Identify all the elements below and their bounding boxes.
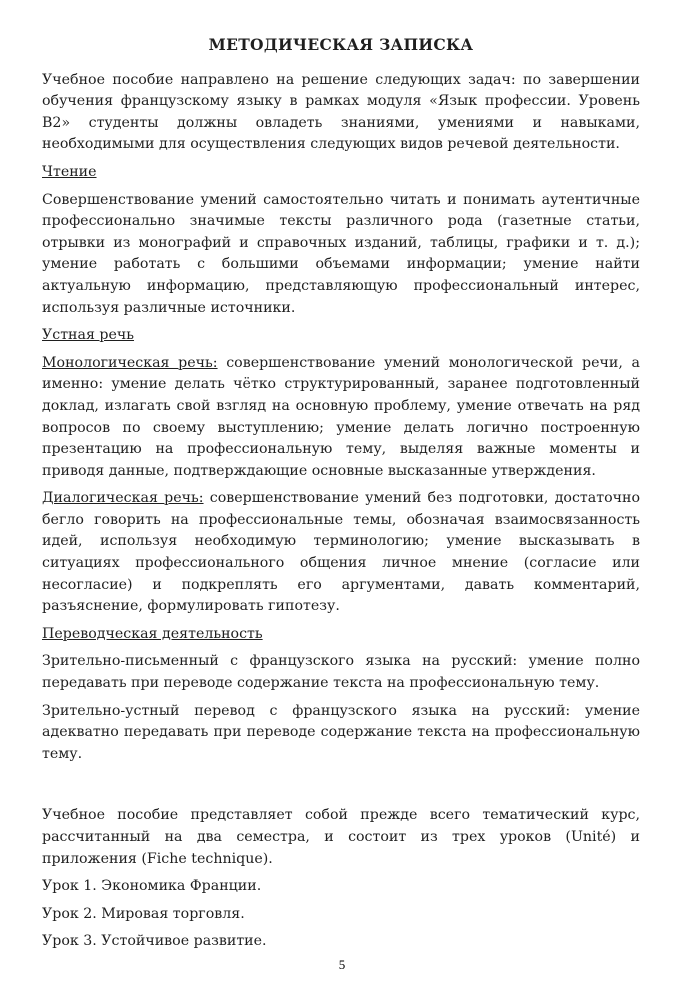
monologue-label: Монологическая речь: (42, 354, 218, 371)
intro-paragraph: Учебное пособие направлено на решение следующих задач: по завершении обучения французскому языку в рамках модуля «Язык профессии. Уровень В2» студенты должны овладеть знаниями, умениями и навыками, необходимыми для осуществления следующих видов речевой деятельности. (42, 71, 640, 153)
lesson-item: Урок 1. Экономика Франции. (42, 878, 262, 895)
dialogue-label: Диалогическая речь: (42, 490, 204, 507)
lesson-item: Урок 3. Устойчивое развитие. (42, 933, 267, 950)
dialogue-paragraph (42, 488, 640, 618)
lesson-item: Урок 2. Мировая торговля. (42, 905, 245, 922)
reading-heading: Чтение (42, 163, 97, 180)
dialogue-text: совершенствование умений без подготовки, достаточно бегло говорить на профессиональные темы, обозначая взаимосвязанность идей, используя необходимую терминологию; умение высказывать в ситуациях профессионального общения личное мнение (согласие или несогласие) и подкреплять его аргументами, давать комментарий, разъяснение, формулировать гипотезу. (42, 490, 640, 615)
speaking-heading: Устная речь (42, 327, 135, 344)
oral-translation-paragraph: Зрительно-устный перевод с французского языка на русский: умение адекватно передавать при переводе содержание текста на профессиональную тему. (42, 702, 640, 762)
written-translation-paragraph: Зрительно-письменный с французского языка на русский: умение полно передавать при переводе содержание текста на профессиональную тему. (42, 653, 640, 692)
section-gap (42, 771, 640, 805)
course-paragraph: Учебное пособие представляет собой прежде всего тематический курс, рассчитанный на два семестра, и состоит из трех уроков (Unité) и приложения (Fiche technique). (42, 807, 640, 867)
monologue-paragraph (42, 353, 640, 483)
page-title: МЕТОДИЧЕСКАЯ ЗАПИСКА (208, 35, 474, 54)
page-number: 5 (338, 957, 346, 972)
translation-heading: Переводческая деятельность (42, 625, 263, 642)
reading-paragraph: Совершенствование умений самостоятельно читать и понимать аутентичные профессионально значимые тексты различного рода (газетные статьи, отрывки из монографий и справочных изданий, таблицы, графики и т. д.); умение работать с большими объемами информации; умение найти актуальную информацию, представляющую профессиональный интерес, используя различные источники. (42, 191, 640, 316)
monologue-text: совершенствование умений монологической речи, а именно: умение делать чётко структурированный, заранее подготовленный доклад, излагать свой взгляд на основную проблему, умение отвечать на ряд вопросов по своему выступлению; умение делать логично построенную презентацию на профессиональную тему, выделяя важные моменты и приводя данные, подтверждающие основные высказанные утверждения. (42, 354, 640, 479)
